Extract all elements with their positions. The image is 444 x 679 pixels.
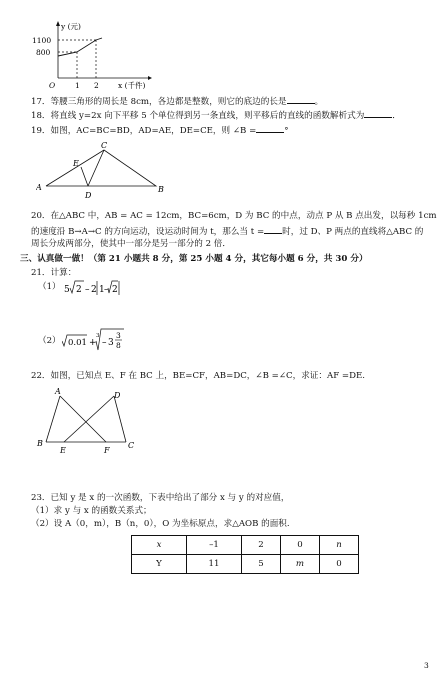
section-3-heading: 三、认真做一做！（第 21 小题共 8 分，第 25 小题 4 分，其它每小题 6 分，共 30 分） — [20, 254, 368, 264]
table-cell: 5 — [242, 555, 281, 574]
svg-text:2: 2 — [91, 285, 97, 295]
table-cell: 0 — [281, 536, 320, 555]
vertex-c-label: C — [101, 141, 108, 150]
question-17: 17．等腰三角形的周长是 8cm，各边都是整数，则它的底边的长是 。 — [31, 97, 324, 107]
svg-text:3: 3 — [96, 333, 100, 339]
origin-label: O — [49, 81, 56, 90]
svg-text:8: 8 — [116, 341, 121, 350]
svg-text:–: – — [104, 285, 109, 295]
answer-blank-17 — [287, 95, 315, 104]
table-cell: n — [320, 536, 359, 555]
vertex-b-label: B — [158, 185, 164, 194]
svg-text:0.01: 0.01 — [68, 338, 87, 348]
question-23-line-3: （2）设 A（0，m），B（n，0），O 为坐标原点，求△AOB 的面积. — [31, 519, 290, 529]
table-row — [132, 555, 359, 574]
question-22: 22．如图，已知点 E、F 在 BC 上，BE=CF，AB=DC，∠B =∠C，求证：AF =DE. — [31, 371, 365, 381]
answer-blank-20 — [264, 225, 282, 234]
vertex-e-label-22: E — [60, 446, 66, 455]
question-21-part-1: （1） — [38, 282, 61, 292]
vertex-f-label-22: F — [104, 446, 110, 455]
y-tick-1100: 1100 — [32, 36, 52, 45]
x-tick-2: 2 — [94, 81, 99, 90]
svg-text:–: – — [85, 285, 90, 295]
values-table — [131, 535, 359, 574]
question-21-part-2: （2） — [38, 336, 61, 346]
vertex-d-label-22: D — [114, 391, 121, 400]
x-tick-1: 1 — [75, 81, 80, 90]
svg-text:+: + — [89, 338, 97, 348]
triangle-figure-19 — [36, 140, 166, 202]
svg-text:2: 2 — [112, 285, 118, 295]
question-20-line-2: 的速度沿 B→A→C 的方向运动，设运动时间为 t，那么当 t = 时，过 D、P 两点的直线将△ABC 的 — [31, 227, 424, 237]
question-19: 19．如图，AC=BC=BD，AD=AE，DE=CE，则 ∠B = ° — [31, 126, 289, 136]
vertex-d-label: D — [85, 191, 92, 200]
function-graph — [30, 18, 180, 90]
x-axis-label: x (千件) — [118, 81, 146, 90]
figure-22 — [34, 386, 144, 458]
expression-21-2 — [62, 326, 126, 354]
table-cell: 2 — [242, 536, 281, 555]
table-cell: x — [132, 536, 187, 555]
table-cell: Y — [132, 555, 187, 574]
vertex-b-label-22: B — [37, 439, 43, 448]
page-number: 3 — [424, 661, 429, 670]
answer-blank-18 — [364, 109, 392, 118]
svg-text:–: – — [102, 338, 107, 348]
svg-text:3: 3 — [116, 331, 121, 340]
question-20-line-1: 20．在△ABC 中，AB = AC = 12cm，BC=6cm，D 为 BC 的中点，动点 P 从 B 点出发，以每秒 1cm — [31, 211, 437, 221]
answer-blank-19 — [256, 124, 284, 133]
vertex-a-label: A — [36, 183, 42, 192]
svg-text:5: 5 — [64, 285, 70, 295]
y-axis-label: y (元) — [61, 22, 81, 31]
question-18: 18．将直线 y=2x 向下平移 5 个单位得到另一条直线，则平移后的直线的函数解析式为 ． — [31, 111, 401, 121]
table-cell: 11 — [187, 555, 242, 574]
svg-text:3: 3 — [108, 338, 114, 348]
vertex-e-label: E — [73, 159, 79, 168]
vertex-c-label-22: C — [128, 441, 135, 450]
table-cell: m — [281, 555, 320, 574]
svg-text:2: 2 — [76, 285, 82, 295]
y-tick-800: 800 — [36, 48, 51, 57]
table-row — [132, 536, 359, 555]
question-23-line-2: （1）求 y 与 x 的函数关系式； — [31, 506, 152, 516]
expression-21-1 — [64, 278, 120, 298]
question-20-line-3: 周长分成两部分，使其中一部分是另一部分的 2 倍． — [31, 239, 231, 249]
question-23-line-1: 23．已知 y 是 x 的一次函数，下表中给出了部分 x 与 y 的对应值， — [31, 493, 290, 503]
svg-text:1: 1 — [99, 285, 105, 295]
table-cell: 0 — [320, 555, 359, 574]
vertex-a-label-22: A — [55, 387, 61, 396]
question-21: 21．计算： — [31, 268, 77, 278]
table-cell: –1 — [187, 536, 242, 555]
